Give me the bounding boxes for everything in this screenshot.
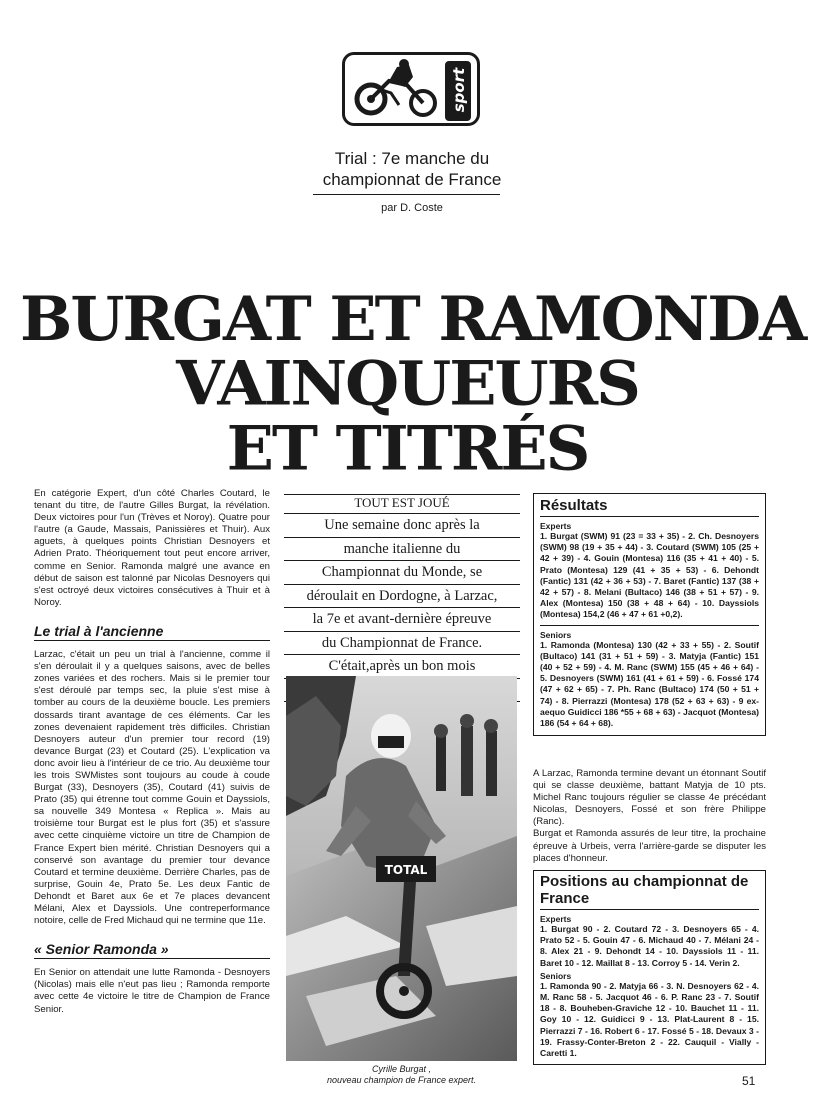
standings-title: Positions au championnat de France	[540, 873, 759, 910]
side-paragraph-1: A Larzac, Ramonda termine devant un étonnant Soutif qui se classe deuxième, battant Matyja de 10 pts. Michel Ranc toujours régulier se classe 4e précédant Nicolas, Desnoyers, Fossé et son frère Philippe (Ranc).	[533, 768, 766, 828]
results-experts-label: Experts	[540, 521, 572, 531]
headline-line-3: ET TITRÉS	[226, 412, 589, 484]
pull-quote-line: la 7e et avant-dernière épreuve	[284, 608, 520, 632]
standings-experts-label: Experts	[540, 914, 572, 924]
standings-seniors-text: 1. Ramonda 90 - 2. Matyja 66 - 3. N. Desnoyers 62 - 4. M. Ranc 58 - 5. Jacquot 46 - 6. P. Ranc 23 - 7. Soutif 18 - 8. Bouheben-Graviche 12 - 10. Bauchet 11 - 11. Goy 10 - 12. Guidicci 9 - 13. Plat-Laurent 8 - 15. Pierrazzi 7 - 16. Robert 6 - 17. Fossé 5 - 18. Devaux 3 - 19. Frassy-Conter-Breton 2 - 22. Cauquil - Vially - Caretti 1.	[540, 980, 759, 1059]
pull-quote-line: déroulait en Dordogne, à Larzac,	[284, 585, 520, 609]
standings-seniors-label: Seniors	[540, 970, 572, 981]
section-paragraph-ancienne: Larzac, c'était un peu un trial à l'ancienne, comme il s'en déroulait il y a quelques saisons, avec de belles zones variées et des rochers. Mais si le premier tour s'est déroulé par temps sec, la pluie s'est mise à tomber au cours de la deuxième boucle. Les premiers dossards tirant avantage de ces éléments. Car les zones devenaient rapidement très difficiles. Christian Desnoyers auteur d'un premier tour record (19) devance Burgat (23) et Coutard (25). L'explication va donc avoir lieu à l'intérieur de ce trio. Au deuxième tour les trois SWMistes sont toujours au coude à coude Burgat (33), Desnoyers (35), Coutard (41) suivis de Prato (35) qui étrenne tout comme Gouin et Dayssiols, sa nouvelle 349 Montesa « Replica ». Mais au troisième tour Burgat est le plus fort (35) et s'assure avec cette cinquième victoire un titre de Champion de France Expert bien mérité. Christian Desnoyers qui a conservé son avantage du premier tour devance Coutard et termine deuxième. Derrière Charles, pas de surprise, Gouin 4e, Prato 5e. Les deux Fantic de Dehondt et Baret aux 6e et 7e places devancent Mélani, Alex et Dayssiols. Une contreperformance notoire, celle de Fred Michaud qui ne termine que 11e.	[34, 649, 270, 927]
side-column-text	[533, 768, 766, 865]
main-column	[34, 488, 270, 1016]
rider-photo-illustration	[286, 676, 517, 1061]
trial-motorcycle-icon	[349, 59, 445, 121]
results-box	[533, 493, 766, 736]
standings-experts-text: 1. Burgat 90 - 2. Coutard 72 - 3. Desnoyers 65 - 4. Prato 52 - 5. Gouin 47 - 6. Michaud 40 - 7. Mélani 24 - 8. Alex 21 - 9. Dehondt 14 - 10. Dayssiols 11 - 11. Baret 10 - 12. Maillat 8 - 13. Corroy 5 - 14. Verin 2.	[540, 924, 759, 968]
byline: par D. Coste	[381, 202, 443, 214]
pull-quote-line: Une semaine donc après la	[284, 514, 520, 538]
section-heading-senior: « Senior Ramonda »	[34, 943, 270, 959]
page-title	[20, 283, 806, 484]
pull-quote-line: manche italienne du	[284, 538, 520, 562]
results-divider	[540, 625, 759, 626]
photo-caption	[286, 1064, 517, 1086]
results-title: Résultats	[540, 497, 759, 517]
rider-photo	[286, 676, 517, 1061]
sport-word: sport	[450, 67, 468, 113]
caption-line-1: Cyrille Burgat ,	[371, 1064, 432, 1074]
section-heading-ancienne: Le trial à l'ancienne	[34, 625, 270, 641]
pull-quote-title: TOUT EST JOUÉ	[354, 495, 450, 510]
results-seniors-text: 1. Ramonda (Montesa) 130 (42 + 33 + 55) - 2. Soutif (Bultaco) 141 (31 + 51 + 59) - 3. Matyja (Fantic) 151 (40 + 52 + 59) - 4. M. Ranc (SWM) 155 (45 + 46 + 64) - 5. Desnoyers (SWM) 161 (41 + 61 + 59) - 6. Fossé 174 (47 + 62 + 65) - 7. Ph. Ranc (Bultaco) 174 (50 + 51 + 74) - 8. Pierrazzi (Montesa) 178 (52 + 63 + 63) - 9 ex-aequo Guidicci 186 *55 + 68 + 63) - Jacquot (Montesa) 186 (54 + 64 + 68).	[540, 639, 759, 729]
standings-box	[533, 870, 766, 1065]
page-number: 51	[742, 1074, 756, 1088]
results-experts-text: 1. Burgat (SWM) 91 (23 = 33 + 35) - 2. Ch. Desnoyers (SWM) 98 (19 + 35 + 44) - 3. Coutard (SWM) 105 (25 + 42 + 39) - 4. Gouin (Montesa) 116 (35 + 41 + 40) - 5. Prato (Montesa) 129 (41 + 35 + 53) - 6. Dehondt (Fantic) 131 (42 + 36 + 53) - 7. Baret (Fantic) 137 (38 + 42 + 57) - 8. Melani (Bultaco) 146 (38 + 51 + 57) - 9. Alex (Montesa) 150 (38 + 48 + 64) - 10. Dayssiols (Montesa) 154,2 (46 + 47 + 61 +0,2).	[540, 531, 759, 620]
side-paragraph-2: Burgat et Ramonda assurés de leur titre, la prochaine épreuve à Urbeis, verra l'arrière-garde se disputer les places d'honneur.	[533, 828, 766, 864]
section-paragraph-senior: En Senior on attendait une lutte Ramonda - Desnoyers (Nicolas) mais elle n'eut pas lieu ; Ramonda remporte avec cette 4e victoire le titre de Champion de France Senior.	[34, 967, 270, 1015]
results-seniors-label: Seniors	[540, 629, 572, 640]
pull-quote-line: Championnat du Monde, se	[284, 561, 520, 585]
kicker-line-2: championnat de France	[322, 170, 502, 189]
kicker-divider	[313, 194, 500, 195]
sport-logo	[342, 52, 480, 126]
headline-line-1: BURGAT ET RAMONDA	[20, 283, 806, 355]
headline-line-2: VAINQUEURS	[176, 347, 639, 420]
total-plate-text: TOTAL	[384, 863, 428, 877]
article-kicker	[300, 148, 524, 190]
caption-line-2: nouveau champion de France expert.	[326, 1075, 477, 1085]
sport-wordmark	[445, 61, 471, 121]
pull-quote-line: C'était,après un bon mois	[284, 655, 520, 679]
intro-paragraph: En catégorie Expert, d'un côté Charles Coutard, le tenant du titre, de l'autre Gilles Burgat, la révélation. Deux victoires pour l'un (Trèves et Noroy). Quatre pour l'autre (a Gaude, Massais, Panissières et Thuir). Aux aguets, à quelques points Christian Desnoyers et Adrien Prato. Théoriquement tout peut encore arriver, comme en Senior. Ramonda malgré une avance en début de saison est talonné par Nicolas Desnoyers qui s'est octroyé deux victoires consécutives à Thuir et à Noroy.	[34, 488, 270, 608]
pull-quote-line: du Championnat de France.	[284, 632, 520, 656]
kicker-line-1: Trial : 7e manche du	[334, 149, 490, 168]
